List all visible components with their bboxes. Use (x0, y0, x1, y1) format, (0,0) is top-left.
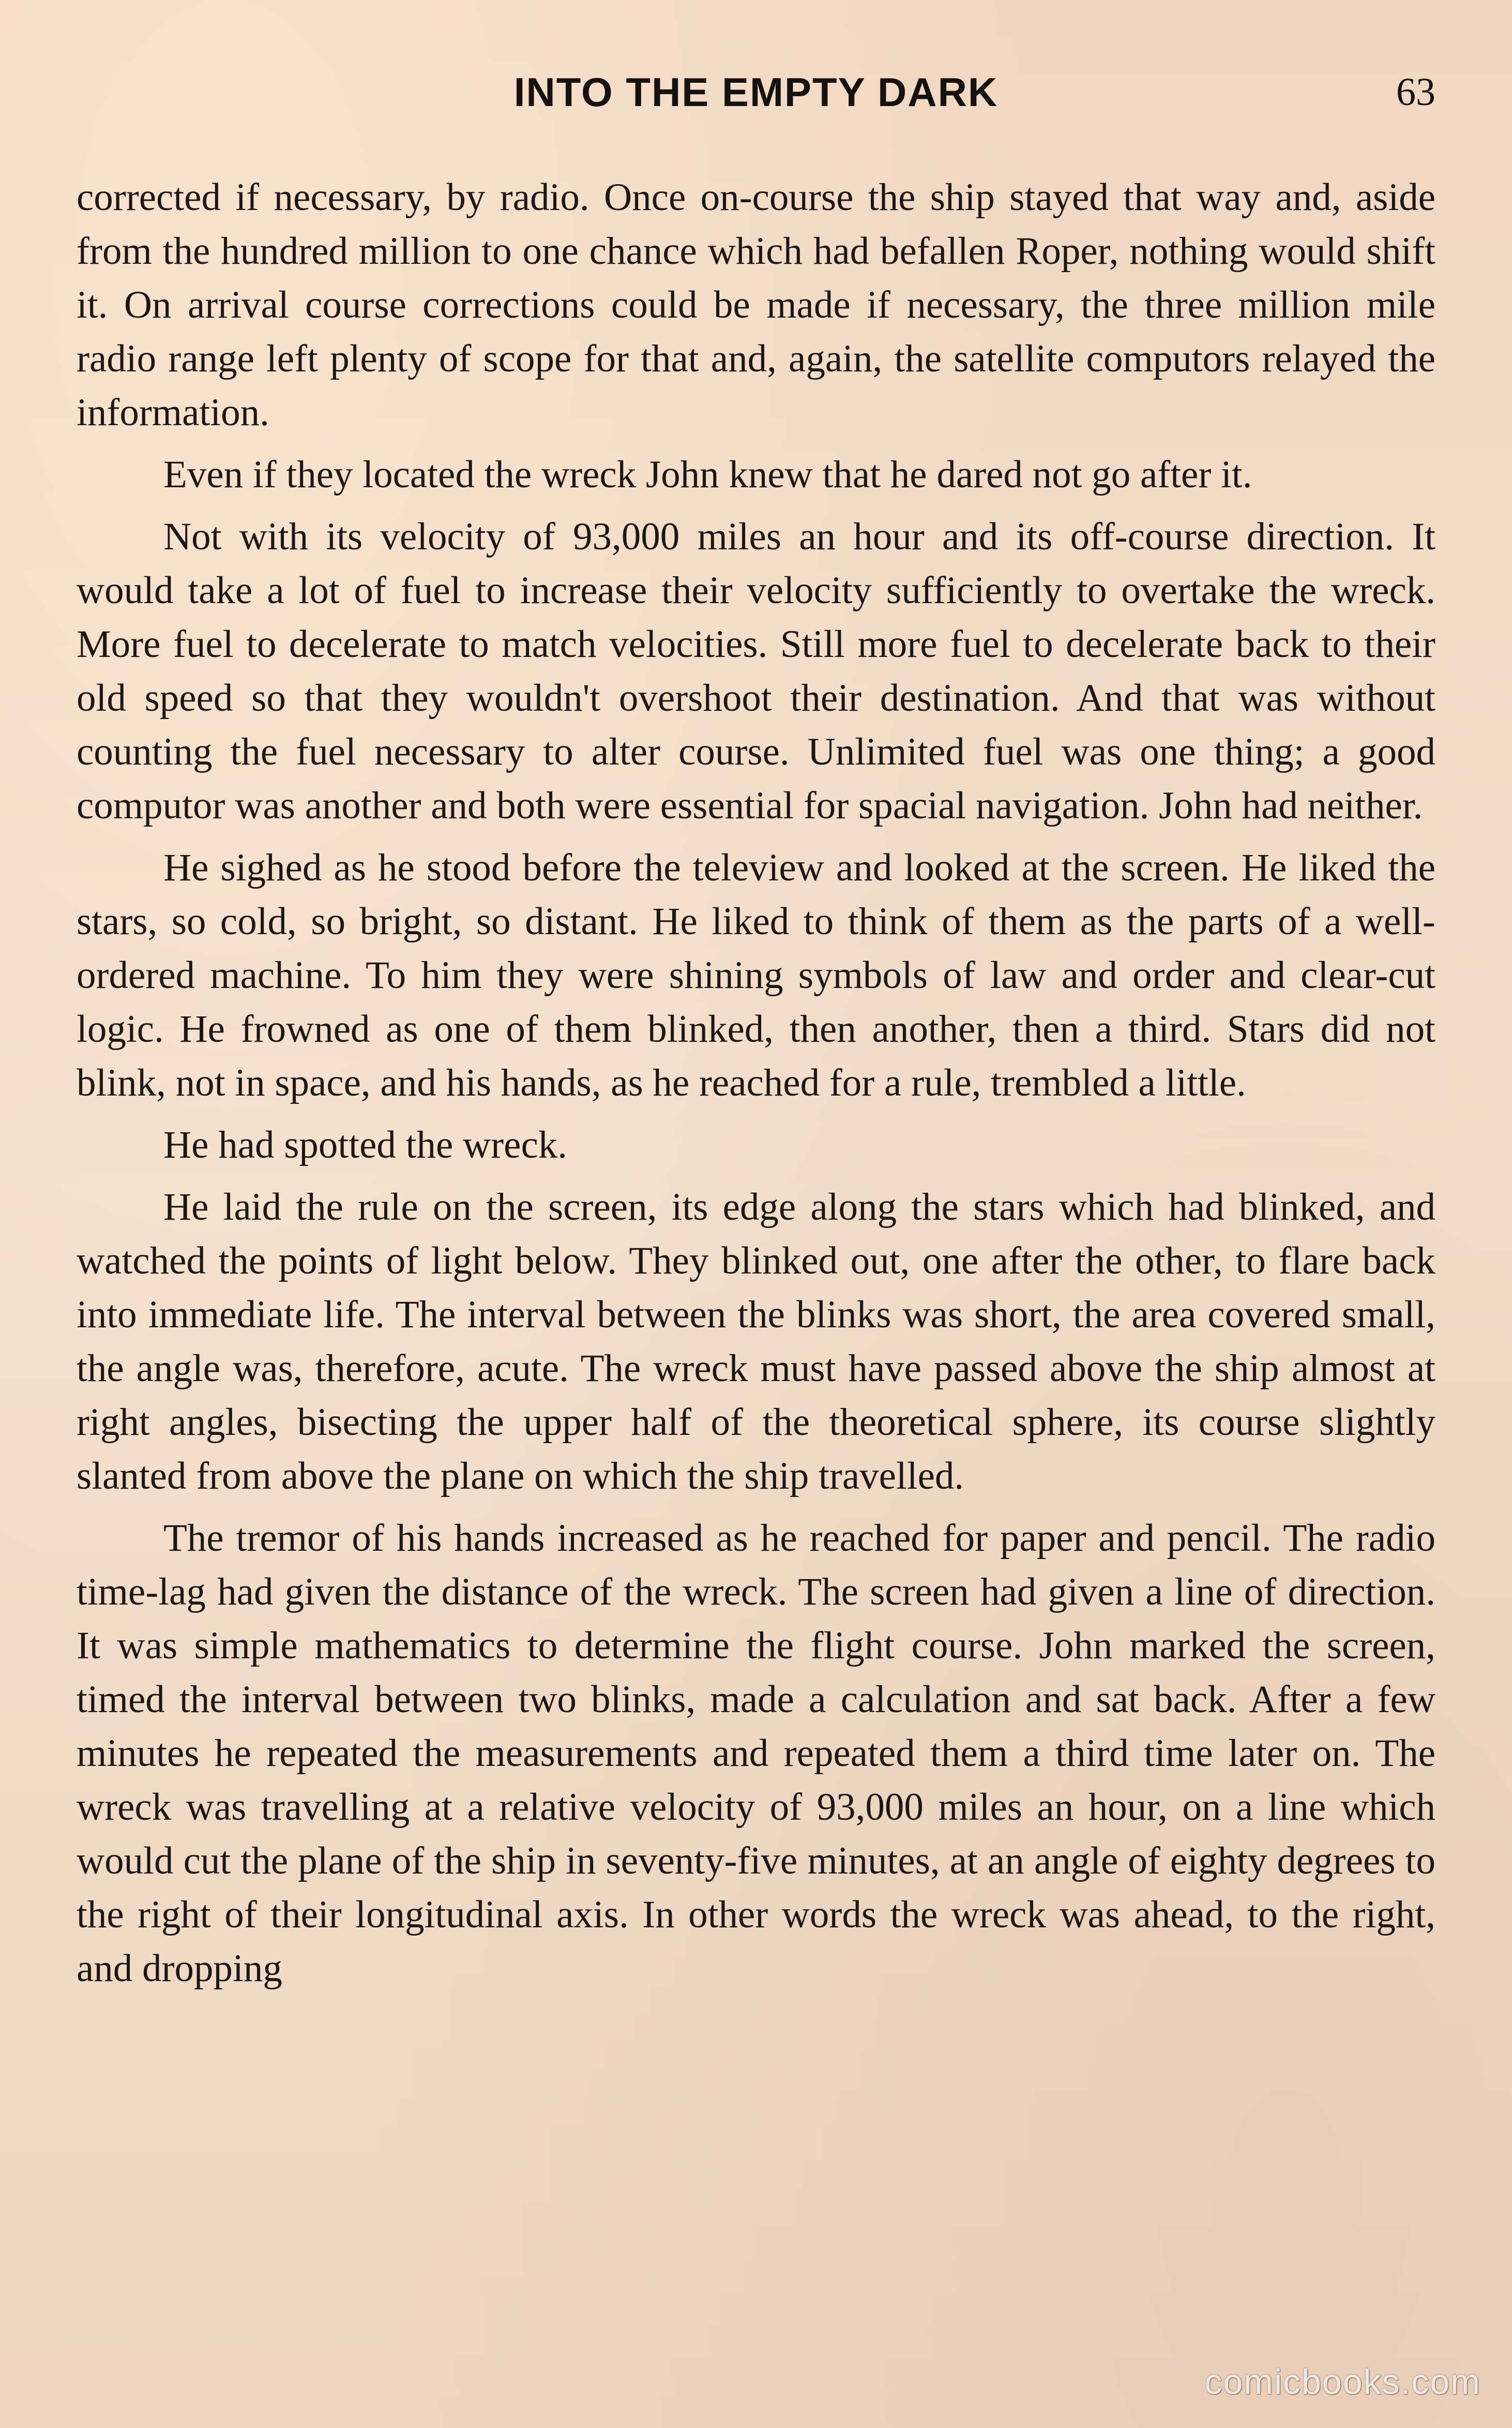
paragraph-1: corrected if necessary, by radio. Once on-course the ship stayed that way and, aside from the hundred million to one chance which had befallen Roper, nothing would shift it. On arrival course corrections could be made if necessary, the three million mile radio range left plenty of scope for that and, again, the satellite computors relayed the information. (77, 176, 1435, 434)
page-number: 63 (1396, 70, 1435, 114)
body-text (77, 171, 1435, 1996)
running-header (77, 61, 1435, 123)
paragraph-2: Even if they located the wreck John knew that he dared not go after it. (163, 453, 1252, 496)
paragraph-6: He laid the rule on the screen, its edge along the stars which had blinked, and watched the points of light below. They blinked out, one after the other, to flare back into immediate life. The interval between the blinks was short, the area covered small, the angle was, therefore, acute. The wreck must have passed above the ship almost at right angles, bisecting the upper half of the theoretical sphere, its course slightly slanted from above the plane on which the ship travelled. (77, 1186, 1435, 1497)
running-title: INTO THE EMPTY DARK (513, 69, 999, 115)
paragraph-5: He had spotted the wreck. (163, 1123, 567, 1166)
paragraph-3: Not with its velocity of 93,000 miles an hour and its off-course direction. It would take a lot of fuel to increase their velocity sufficiently to overtake the wreck. More fuel to decelerate to match velocities. Still more fuel to decelerate back to their old speed so that they wouldn't overshoot their destination. And that was without counting the fuel necessary to alter course. Unlimited fuel was one thing; a good computor was another and both were essential for spacial navigation. John had neither. (77, 515, 1435, 827)
watermark-text: comicbooks.com (1204, 2362, 1481, 2402)
paragraph-4: He sighed as he stood before the teleview and looked at the screen. He liked the stars, so cold, so bright, so distant. He liked to think of them as the parts of a well-ordered machine. To him they were shining symbols of law and order and clear-cut logic. He frowned as one of them blinked, then another, then a third. Stars did not blink, not in space, and his hands, as he reached for a rule, trembled a little. (77, 846, 1435, 1104)
paragraph-7: The tremor of his hands increased as he reached for paper and pencil. The radio time-lag had given the distance of the wreck. The screen had given a line of direction. It was simple mathematics to determine the flight course. John marked the screen, timed the interval between two blinks, made a calculation and sat back. After a few minutes he repeated the measurements and repeated them a third time later on. The wreck was travelling at a relative velocity of 93,000 miles an hour, on a line which would cut the plane of the ship in seventy-five minutes, at an angle of eighty degrees to the right of their longitudinal axis. In other words the wreck was ahead, to the right, and dropping (77, 1517, 1435, 1990)
